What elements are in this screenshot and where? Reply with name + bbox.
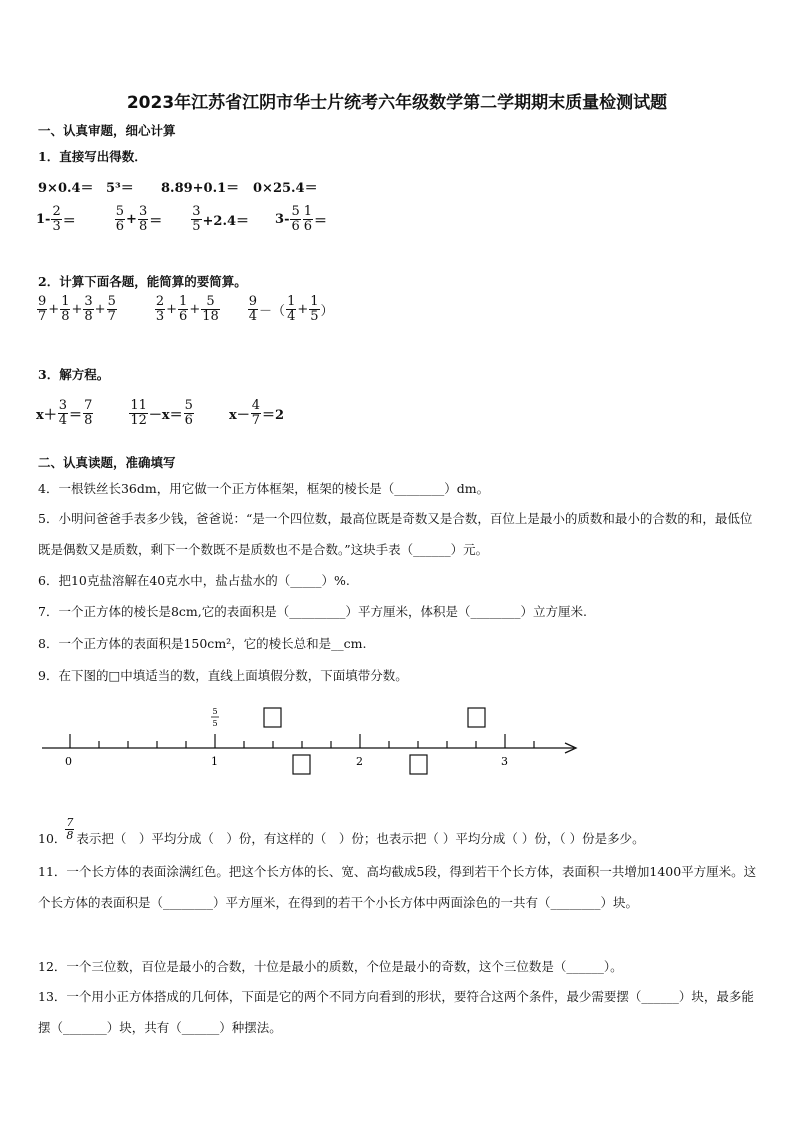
operator: + [189,301,201,317]
q1-row2 [36,205,327,233]
fraction: $\frac{3}{8}$ [84,294,93,324]
tick-label: 3 [501,755,508,768]
question-9: 9．在下图的□中填适当的数，直线上面填假分数，下面填带分数。 [38,668,408,683]
question-4: 4．一根铁丝长36dm，用它做一个正方体框架，框架的棱长是（________）dm。 [38,481,490,496]
question-number: 10． [38,831,67,846]
fraction: $\frac{1}{4}$ [287,294,296,324]
fraction: $\frac{1}{5}$ [310,294,319,324]
fraction: $\frac{9}{7}$ [38,294,47,324]
expr-text: ＝ [149,213,163,229]
q1-item: 9×0.4＝ [38,181,94,196]
question-13: 13．一个用小正方体搭成的几何体，下面是它的两个不同方向看到的形状，要符合这两个条件，最少需要摆（______）块，最多能摆（_______）块，共有（______）种摆法。 [38,989,754,1035]
fraction: $\frac{5}{6}$ [291,204,300,234]
section1-heading: 一、认真审题，细心计算 [38,123,176,138]
q1-label: 1．直接写出得数． [38,149,147,164]
operator: + [166,301,178,317]
fraction: $\frac{5}{6}$ [115,204,125,234]
q3-label: 3．解方程。 [38,367,110,382]
operator: －（ [259,303,286,319]
tick-label: 0 [65,755,72,768]
q2-label: 2．计算下面各题，能简算的要简算。 [38,274,247,289]
expr-text: +2.4＝ [202,213,250,229]
question-10: 10． 7 8 表示把（ ）平均分成（ ）份，有这样的（ ）份；也表示把（ ）平均分成（ ）份，（ ）份是多少。 [38,816,645,846]
q1-row1 [38,177,318,196]
q1-item: 8.89+0.1＝ [161,181,240,196]
expr-text: －x＝ [148,407,183,423]
fraction: $\frac{3}{8}$ [138,204,148,234]
frac-denominator: 5 [212,719,218,728]
fraction: $\frac{1}{6}$ [303,204,313,234]
tick-label: 1 [211,755,218,768]
operator: + [71,301,83,317]
fraction: $\frac{3}{5}$ [192,204,201,234]
fraction: $\frac{1}{6}$ [179,294,188,324]
section2-heading: 二、认真读题，准确填写 [38,455,176,470]
operator: + [48,301,60,317]
expr-text: 3- [275,211,290,227]
operator: + [126,211,137,227]
fraction: $\frac{5}{7}$ [107,294,116,324]
question-7: 7．一个正方体的棱长是8cm,它的表面积是（_________）平方厘米，体积是（________）立方厘米. [38,604,587,619]
answer-box[interactable] [468,708,485,727]
question-text: 表示把（ ）平均分成（ ）份，有这样的（ ）份；也表示把（ ）平均分成（ ）份，（ ）份是多少。 [76,831,645,846]
expr-text: ＝ [62,213,76,229]
fraction: $\frac{5}{18}$ [202,294,219,324]
operator: ） [320,303,334,319]
question-6: 6．把10克盐溶解在40克水中，盐占盐水的（_____）%. [38,573,350,588]
fraction: $\frac{11}{12}$ [130,398,147,428]
expr-text: x＋ [36,407,57,423]
answer-box[interactable] [410,755,427,774]
q1-item: 0×25.4＝ [253,181,318,196]
operator: + [297,301,309,317]
q3-row [36,399,284,427]
fraction: $\frac{9}{4}$ [248,294,258,324]
expr-text: ＝ [69,407,83,423]
number-line [38,700,598,780]
question-5: 5．小明问爸爸手表多少钱，爸爸说：“是一个四位数，最高位既是奇数又是合数，百位上是最小的质数和最小的合数的和，最低位既是偶数又是质数，剩下一个数既不是质数也不是合数。”这块手表（______）元。 [38,511,753,557]
expr-text: x－ [228,407,250,423]
fraction: $\frac{2}{3}$ [155,294,165,324]
fraction: $\frac{1}{8}$ [61,294,70,324]
expr-text: 1- [36,211,51,227]
operator: + [94,301,106,317]
question-8: 8．一个正方体的表面积是150cm²，它的棱长总和是__cm. [38,636,367,651]
fraction: $\frac{7}{8}$ [84,398,93,428]
q1-item: 5³＝ [106,181,134,196]
fraction: $\frac{2}{3}$ [52,204,61,234]
frac-numerator: 5 [212,707,218,716]
fraction: $\frac{4}{7}$ [251,398,260,428]
expr-text: ＝ [314,213,328,229]
question-11: 11．一个长方体的表面涂满红色。把这个长方体的长、宽、高均截成5段，得到若干个长方体，表面积一共增加1400平方厘米。这个长方体的表面积是（________）平方厘米，在得到的若干个小长方体中两面涂色的一共有（________）块。 [38,864,757,910]
answer-box[interactable] [293,755,310,774]
expr-text: ＝2 [261,407,285,423]
question-12: 12．一个三位数，百位是最小的合数，十位是最小的质数，个位是最小的奇数，这个三位数是（______）。 [38,959,623,974]
tick-label: 2 [356,755,363,768]
q2-row [36,295,334,323]
page-title: 2023年江苏省江阴市华士片统考六年级数学第二学期期末质量检测试题 [126,93,668,113]
fraction: $\frac{5}{6}$ [184,398,193,428]
answer-box[interactable] [264,708,281,727]
fraction: $\frac{3}{4}$ [58,398,68,428]
